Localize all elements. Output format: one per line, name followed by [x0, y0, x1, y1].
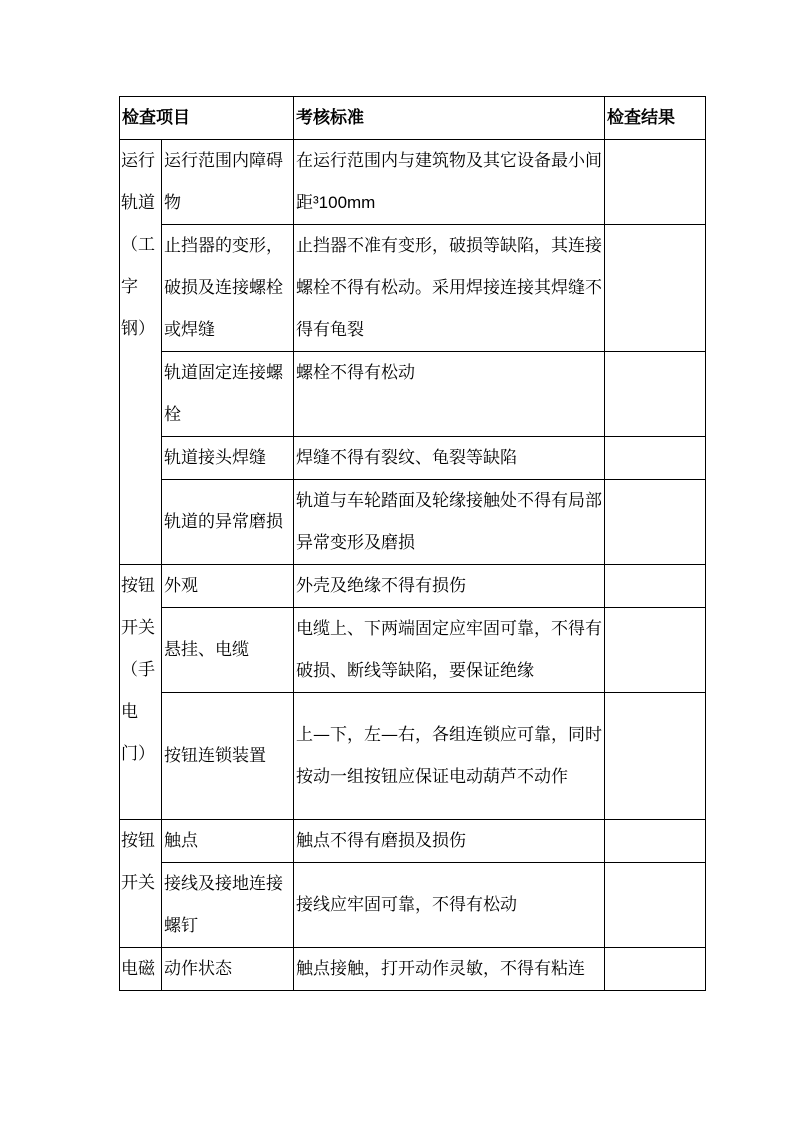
table-row: [120, 140, 706, 225]
result-cell[interactable]: [605, 352, 706, 437]
row-item: 止挡器的变形，破损及连接螺栓或焊缝: [162, 225, 294, 352]
row-standard: 触点不得有磨损及损伤: [294, 820, 605, 863]
row-standard: 止挡器不准有变形，破损等缺陷，其连接螺栓不得有松动。采用焊接连接其焊缝不得有龟裂: [294, 225, 605, 352]
row-standard: 电缆上、下两端固定应牢固可靠，不得有破损、断线等缺陷，要保证绝缘: [294, 608, 605, 693]
row-item: 接线及接地连接螺钉: [162, 863, 294, 948]
table-row: [120, 608, 706, 693]
row-standard: [294, 140, 605, 225]
inspection-table: [119, 96, 706, 991]
result-cell[interactable]: [605, 140, 706, 225]
row-standard: 触点接触，打开动作灵敏，不得有粘连: [294, 948, 605, 991]
table-row: [120, 863, 706, 948]
table-row: [120, 820, 706, 863]
table-row: [120, 437, 706, 480]
standard-value: ³100mm: [313, 193, 376, 212]
row-standard: 螺栓不得有松动: [294, 352, 605, 437]
result-cell[interactable]: [605, 820, 706, 863]
row-item: 轨道固定连接螺栓: [162, 352, 294, 437]
row-item: 触点: [162, 820, 294, 863]
group-label-track: 运行轨道（工字钢）: [120, 140, 162, 565]
row-standard: 轨道与车轮踏面及轮缘接触处不得有局部异常变形及磨损: [294, 480, 605, 565]
row-item: 轨道接头焊缝: [162, 437, 294, 480]
result-cell[interactable]: [605, 608, 706, 693]
row-item: 轨道的异常磨损: [162, 480, 294, 565]
result-cell[interactable]: [605, 693, 706, 820]
table-row: [120, 565, 706, 608]
result-cell[interactable]: [605, 225, 706, 352]
table-row: [120, 948, 706, 991]
row-standard: 接线应牢固可靠，不得有松动: [294, 863, 605, 948]
group-label-button-switch: 按钮开关: [120, 820, 162, 948]
group-label-electromagnetic: 电磁: [120, 948, 162, 991]
header-check-item: 检查项目: [120, 97, 294, 140]
table-row: [120, 225, 706, 352]
table-row: [120, 352, 706, 437]
header-result: 检查结果: [605, 97, 706, 140]
row-standard: 上—下，左—右，各组连锁应可靠，同时按动一组按钮应保证电动葫芦不动作: [294, 693, 605, 820]
table-row: [120, 693, 706, 820]
standard-text: 在运行范围内与建筑物及其它设备最小间距: [296, 151, 602, 213]
row-item: 外观: [162, 565, 294, 608]
row-standard: 焊缝不得有裂纹、龟裂等缺陷: [294, 437, 605, 480]
row-item: 动作状态: [162, 948, 294, 991]
result-cell[interactable]: [605, 437, 706, 480]
result-cell[interactable]: [605, 948, 706, 991]
header-standard: 考核标准: [294, 97, 605, 140]
row-item: 按钮连锁装置: [162, 693, 294, 820]
table-header-row: [120, 97, 706, 140]
result-cell[interactable]: [605, 565, 706, 608]
group-label-button-switch-handheld: 按钮开关（手电门）: [120, 565, 162, 820]
row-standard: 外壳及绝缘不得有损伤: [294, 565, 605, 608]
row-item: 悬挂、电缆: [162, 608, 294, 693]
table-row: [120, 480, 706, 565]
result-cell[interactable]: [605, 480, 706, 565]
row-item: 运行范围内障碍物: [162, 140, 294, 225]
result-cell[interactable]: [605, 863, 706, 948]
